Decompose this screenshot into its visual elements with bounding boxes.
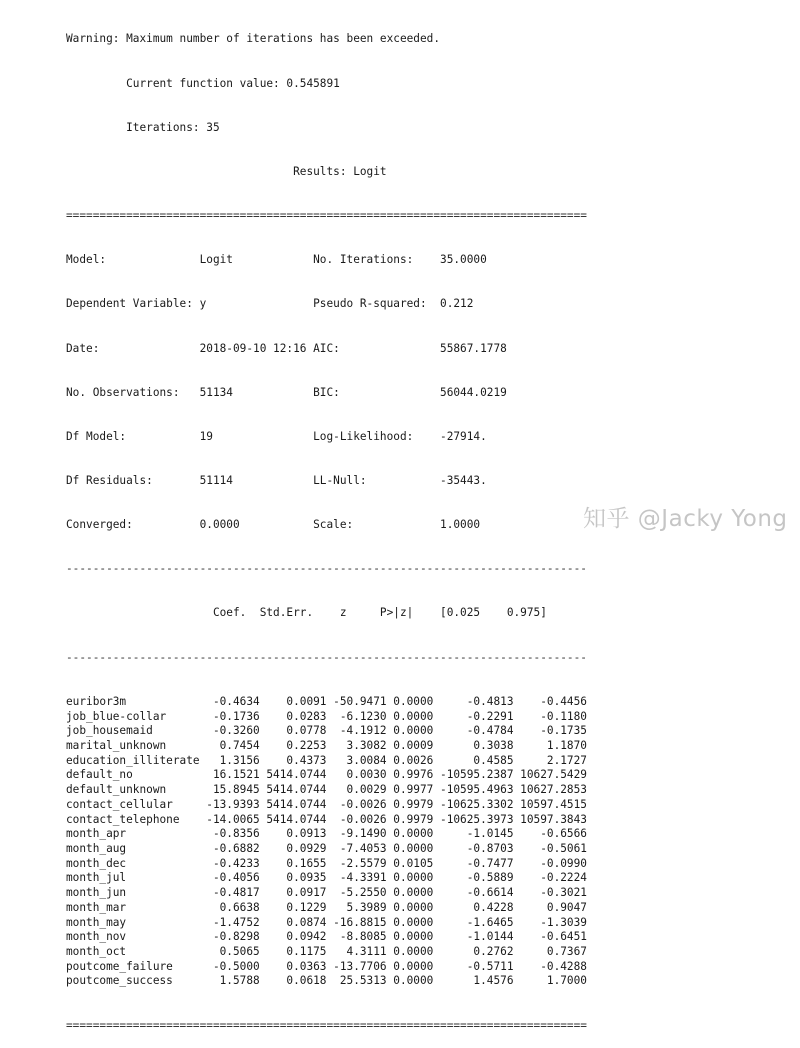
summary-row-dependent-variable: Dependent Variable: y Pseudo R-squared: 0.212 bbox=[66, 297, 474, 311]
table-row: contact_telephone -14.0065 5414.0744 -0.0026 0.9979 -10625.3973 10597.3843 bbox=[66, 812, 587, 826]
summary-row-observations: No. Observations: 51134 BIC: 56044.0219 bbox=[66, 385, 507, 399]
table-row: month_jul -0.4056 0.0935 -4.3391 0.0000 -0.5889 -0.2224 bbox=[66, 871, 587, 885]
function-value-line: Current function value: 0.545891 bbox=[66, 76, 340, 90]
table-row: month_mar 0.6638 0.1229 5.3989 0.0000 0.4228 0.9047 bbox=[66, 900, 587, 914]
table-row: marital_unknown 0.7454 0.2253 3.3082 0.0009 0.3038 1.1870 bbox=[66, 738, 587, 752]
table-row: month_may -1.4752 0.0874 -16.8815 0.0000 -1.6465 -1.3039 bbox=[66, 915, 587, 929]
summary-row-date: Date: 2018-09-10 12:16 AIC: 55867.1778 bbox=[66, 341, 507, 355]
table-row: job_blue-collar -0.1736 0.0283 -6.1230 0.0000 -0.2291 -0.1180 bbox=[66, 709, 587, 723]
summary-row-df-residuals: Df Residuals: 51114 LL-Null: -35443. bbox=[66, 474, 487, 487]
summary-row-converged: Converged: 0.0000 Scale: 1.0000 bbox=[66, 518, 481, 532]
table-row: month_jun -0.4817 0.0917 -5.2550 0.0000 -0.6614 -0.3021 bbox=[66, 886, 587, 900]
coef-table-header: Coef. Std.Err. z P>|z| [0.025 0.975] bbox=[66, 606, 547, 620]
single-separator: ------------------------------------------------------------------------------ bbox=[66, 650, 587, 664]
table-row: poutcome_success 1.5788 0.0618 25.5313 0.0000 1.4576 1.7000 bbox=[66, 974, 587, 988]
table-row: month_nov -0.8298 0.0942 -8.8085 0.0000 -1.0144 -0.6451 bbox=[66, 930, 587, 944]
console-output bbox=[66, 3, 587, 1048]
double-separator-bottom: ============================================================================== bbox=[66, 1018, 587, 1032]
table-row: euribor3m -0.4634 0.0091 -50.9471 0.0000 -0.4813 -0.4456 bbox=[66, 694, 587, 708]
single-separator: ------------------------------------------------------------------------------ bbox=[66, 562, 587, 576]
summary-row-model: Model: Logit No. Iterations: 35.0000 bbox=[66, 253, 487, 267]
watermark: 知乎 @Jacky Yong bbox=[583, 506, 788, 532]
warning-line: Warning: Maximum number of iterations has been exceeded. bbox=[66, 32, 441, 46]
table-row: month_apr -0.8356 0.0913 -9.1490 0.0000 -1.0145 -0.6566 bbox=[66, 827, 587, 841]
table-row: month_dec -0.4233 0.1655 -2.5579 0.0105 -0.7477 -0.0990 bbox=[66, 856, 587, 870]
table-row: month_oct 0.5065 0.1175 4.3111 0.0000 0.2762 0.7367 bbox=[66, 945, 587, 958]
results-title: Results: Logit bbox=[66, 164, 387, 178]
table-row: default_unknown 15.8945 5414.0744 0.0029 0.9977 -10595.4963 10627.2853 bbox=[66, 783, 587, 797]
table-row: month_aug -0.6882 0.0929 -7.4053 0.0000 -0.8703 -0.5061 bbox=[66, 841, 587, 855]
table-row: education_illiterate 1.3156 0.4373 3.0084 0.0026 0.4585 2.1727 bbox=[66, 753, 587, 767]
table-row: job_housemaid -0.3260 0.0778 -4.1912 0.0000 -0.4784 -0.1735 bbox=[66, 724, 587, 738]
coef-table-body bbox=[66, 695, 587, 989]
table-row: poutcome_failure -0.5000 0.0363 -13.7706 0.0000 -0.5711 -0.4288 bbox=[66, 959, 587, 973]
iterations-line: Iterations: 35 bbox=[66, 120, 220, 134]
table-row: default_no 16.1521 5414.0744 0.0030 0.9976 -10595.2387 10627.5429 bbox=[66, 768, 587, 782]
table-row: contact_cellular -13.9393 5414.0744 -0.0026 0.9979 -10625.3302 10597.4515 bbox=[66, 797, 587, 811]
double-separator: ============================================================================== bbox=[66, 209, 587, 223]
summary-row-df-model: Df Model: 19 Log-Likelihood: -27914. bbox=[66, 429, 487, 443]
